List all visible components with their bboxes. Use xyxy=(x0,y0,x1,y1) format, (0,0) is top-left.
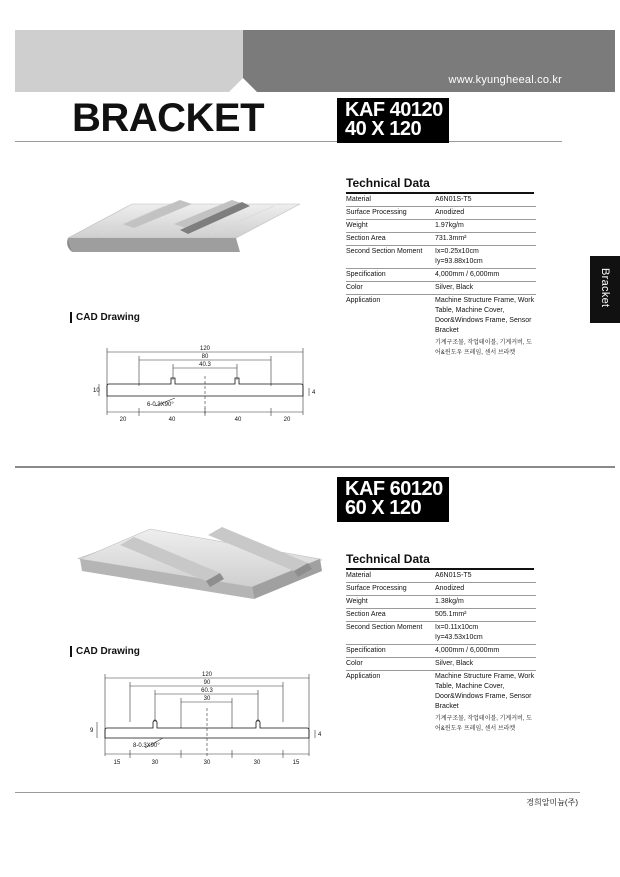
model-number: KAF 60120 xyxy=(345,478,443,500)
spec-row: Specification 4,000mm / 6,000mm xyxy=(346,645,536,658)
dim-height: 9 xyxy=(90,728,94,734)
dim-inner: 80 xyxy=(201,354,209,360)
dim-slot: 40.3 xyxy=(199,362,211,368)
cad-drawing-label-1: CAD Drawing xyxy=(70,312,140,323)
model-badge-2 xyxy=(337,477,449,522)
dim-segment: 30 xyxy=(253,760,261,766)
section-divider xyxy=(15,466,615,468)
spec-row: Application Machine Structure Frame, Work Table, Machine Cover, Door&Windows Frame, Sensor Bracket 기계구조물, 작업테이블, 기계커버, 도어&윈도우 프레임, 센서 브라켓 xyxy=(346,297,535,356)
spec-row: Color Silver, Black xyxy=(346,282,536,295)
dim-thickness: 4 xyxy=(318,732,322,738)
model-number: KAF 40120 xyxy=(345,99,443,121)
dim-total: 120 xyxy=(201,672,213,678)
model-size: 40 X 120 xyxy=(345,118,422,140)
technical-data-2 xyxy=(346,552,536,735)
spec-row: Material A6N01S-T5 xyxy=(346,194,536,207)
spec-table xyxy=(346,194,536,359)
section-tab[interactable] xyxy=(590,256,620,323)
technical-data-title: Technical Data xyxy=(346,552,534,570)
spec-row: Weight 1.38kg/m xyxy=(346,596,536,609)
dim-total: 120 xyxy=(199,346,211,352)
dim-inner: 90 xyxy=(203,680,211,686)
spec-row: Specification 4,000mm / 6,000mm xyxy=(346,269,536,282)
product-image-2 xyxy=(70,515,330,600)
header-notch xyxy=(229,78,257,92)
dim-height: 10 xyxy=(93,388,100,394)
spec-row: Surface Processing Anodized xyxy=(346,583,536,596)
dim-segment: 40 xyxy=(234,417,242,423)
dim-slot: 30 xyxy=(203,696,211,702)
model-badge-1 xyxy=(337,98,449,143)
dim-segment: 30 xyxy=(203,760,211,766)
dim-segment: 15 xyxy=(113,760,121,766)
section-tab-label: Bracket xyxy=(599,268,611,308)
dim-segment: 30 xyxy=(151,760,159,766)
cad-drawing-label-2: CAD Drawing xyxy=(70,646,140,657)
spec-row: Weight 1.97kg/m xyxy=(346,220,536,233)
dim-segment: 15 xyxy=(292,760,300,766)
dim-segment: 20 xyxy=(283,417,291,423)
spec-row: Material A6N01S-T5 xyxy=(346,570,536,583)
product-image-1 xyxy=(60,190,320,270)
website-link[interactable]: www.kyungheeal.co.kr xyxy=(448,74,562,86)
spec-row: Surface Processing Anodized xyxy=(346,207,536,220)
technical-data-title: Technical Data xyxy=(346,176,534,194)
header-divider xyxy=(15,141,562,142)
dim-fillet: 8-0.3X90° xyxy=(133,743,160,749)
model-size: 60 X 120 xyxy=(345,497,422,519)
spec-row: Color Silver, Black xyxy=(346,658,536,671)
dim-segment: 20 xyxy=(119,417,127,423)
spec-row: Application Machine Structure Frame, Work Table, Machine Cover, Door&Windows Frame, Sensor Bracket 기계구조물, 작업테이블, 기계커버, 도어&윈도우 프레임, 센서 브라켓 xyxy=(346,673,535,732)
dim-thickness: 4 xyxy=(312,390,316,396)
spec-row: Second Section Moment Ix=0.11x10cm Iy=43.53x10cm xyxy=(346,622,536,645)
spec-table xyxy=(346,570,536,735)
dim-mid: 60.3 xyxy=(201,688,213,694)
company-name: 경희알미늄(주) xyxy=(526,798,578,807)
dim-segment: 40 xyxy=(168,417,176,423)
dim-fillet: 6-0.3X90° xyxy=(147,402,174,408)
footer-divider xyxy=(15,792,580,793)
cad-drawing-2 xyxy=(85,668,330,768)
cad-drawing-1 xyxy=(85,340,325,425)
technical-data-1 xyxy=(346,176,536,359)
spec-row: Second Section Moment Ix=0.25x10cm Iy=93.88x10cm xyxy=(346,246,536,269)
spec-row: Section Area 731.3mm² xyxy=(346,233,536,246)
page-title: BRACKET xyxy=(72,96,265,140)
header-band-light xyxy=(15,30,243,92)
spec-row: Section Area 505.1mm² xyxy=(346,609,536,622)
